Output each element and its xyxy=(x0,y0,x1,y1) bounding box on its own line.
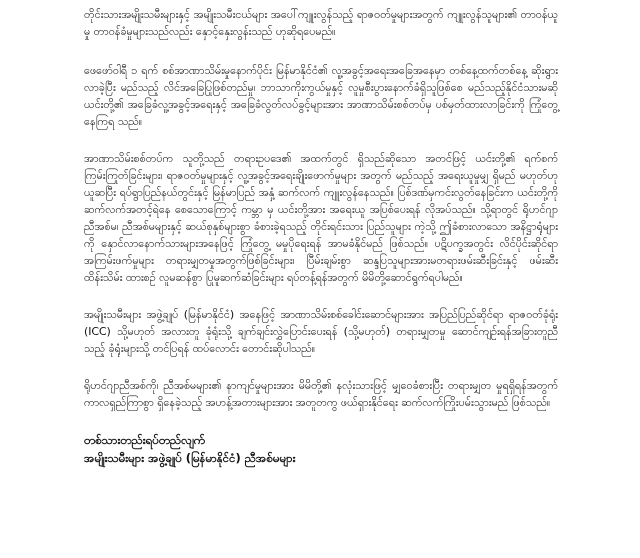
paragraph-1: တိုင်းသားအမျိုးသမီးများနှင့် အမျိုးသမီးငယ်များ အပေါ်ကျူးလွန်သည့် ရာဇဝတ်မှုများအတွက် ကျူးလွန်သူများ၏ တာဝန်ယူမှု တာဝန်ခံမှုများသည်လည်း နှောင့်နှေးလွန်းသည် ဟုဆိုရပေမည်။ xyxy=(84,8,558,38)
paragraph-4: အမျိုးသမီးများ အဖွဲ့ချုပ် (မြန်မာနိုင်ငံ) အနေဖြင့် အာဏာသိမ်းစစ်ခေါင်းဆောင်များအား အပြည်ပြည်ဆိုင်ရာ ရာဇဝတ်ခုံရုံး (ICC) သို့မဟုတ် အလားတူ ခုံရုံးသို့ ချက်ချင်းလွှဲပြောင်းပေးရန် (သို့မဟုတ်) တရားမျှတမှု ဆောင်ကျဉ်းရန်အခြားတူညီသည့် ခုံရုံးများသို့ တင်ပြရန် ထပ်လောင်း တောင်းဆိုပါသည်။ xyxy=(84,308,558,355)
paragraph-3: အာဏာသိမ်းစစ်တပ်က သူတို့သည် တရားဥပဒေ၏ အထက်တွင် ရှိသည်ဆိုသော အတင်ဖြင့် ယင်းတို့၏ ရက်စက်ကြမ်းကြုတ်ခြင်းများ၊ ရာဇဝတ်မှုများနှင့် လူ့အခွင့်အရေးချိုးဖောက်မှုများ အတွက် မည်သည့် အရေးယူမှုမျှ ရှိမည် မဟုတ်ဟု ယူဆပြီး ရပ်ရွာပြည်နယ်တွင်းနှင့် မြန်မာပြည် အနှံ့ ဆက်လက် ကျူးလွန်နေသည်။ ပြစ်ဒဏ်မှကင်းလွတ်နေခြင်းက ယင်းတို့ကို ဆက်လက်အတင့်ရဲနေ စေသောကြောင့် ကမ္ဘာ မှ ယင်းတို့အား အရေးယူ အပြစ်ပေးရန် လိုအပ်သည်။ သို့ရာတွင် ရိုဟင်ဂျာ ညီအစ်မ၊ ညီအစ်မများနှင့် ဆယ်စုနှစ်များစွာ ခံစားခဲ့ရသည့် တိုင်းရင်းသား ပြည်သူများ ကဲ့သို့ ဤခံစားလာသော အနိဋ္ဌာရုံများကို နှောင်လာနောက်သားများအနေဖြင့် ကြုံတွေ့ မမှုပိုရေးရန် အာမခံနိုင်မည် ဖြစ်သည်။ ပဋိပက္ခအတွင်း လိင်ပိုင်းဆိုင်ရာ အကြမ်းဖက်မှုများ တရားမျှတမှုအတွက်ဖြစ်ခြင်းများ၊ ပြီမ်းချမ်းစွာ ဆန္ဒပြသူများအားမတရားဖမ်းဆီးခြင်းနှင့် ဖမ်းဆီးထိန်းသိမ်း ထားစဉ် လူမဆန်စွာ ပြုမူဆက်ဆံခြင်းများ ရပ်တန့်ရန်အတွက် မိမိတို့ဆောင်ရွက်ရပါမည်။ xyxy=(84,152,558,284)
document-body xyxy=(84,6,558,467)
paragraph-5: ရိုဟင်ဂျာညီအစ်ကို၊ ညီအစ်မများ၏ နာကျင်မှုများအား မိမိတို့၏ နလုံးသားဖြင့် မျှဝေခံစားပြီး တရားမျှတ မှုရရှိရန်အတွက် ကာလရှည်ကြာစွာ ရှိနေခဲ့သည့် အဟန့်အတားများအား အတူတကွ ဖယ်ရှားနိုင်ရေး ဆက်လက်ကြိုးပမ်းသွားမည် ဖြစ်သည်။ xyxy=(84,379,558,409)
signoff-line-1: တစ်သားတည်းရပ်တည်လျက် xyxy=(84,433,205,447)
signoff-line-2: အမျိုးသမီးများ အဖွဲ့ချုပ် (မြန်မာနိုင်ငံ) ညီအစ်မများ xyxy=(84,451,296,465)
signoff xyxy=(84,431,558,467)
paragraph-2: ဖေဖော်ဝါရီ ၁ ရက် စစ်အာဏာသိမ်းမှုနောက်ပိုင်း မြန်မာနိုင်ငံ၏ လူ့အခွင့်အရေးအခြေအနေမှာ တစ်နေ့ထက်တစ်နေ့ ဆိုးရွားလာခဲ့ပြီး မည်သည့် လိင်အခြေပြုဖြစ်တည်မှု၊ ဘာသာကိုးကွယ်မှုနှင့် လူမှုစီးပွားနောက်ခံရှိသူဖြစ်စေ မည်သည့်နိုင်ငံသားမဆို ယင်းတို့၏ အခြေခံလူ့အခွင့်အရေးနှင့် အခြေခံလွတ်လပ်ခွင့်များအား အာဏာသိမ်းစစ်တပ်မှ ပစ်မှတ်ထားလာခြင်းကို ကြုံတွေ့နေကြရ သည်။ xyxy=(84,64,558,128)
